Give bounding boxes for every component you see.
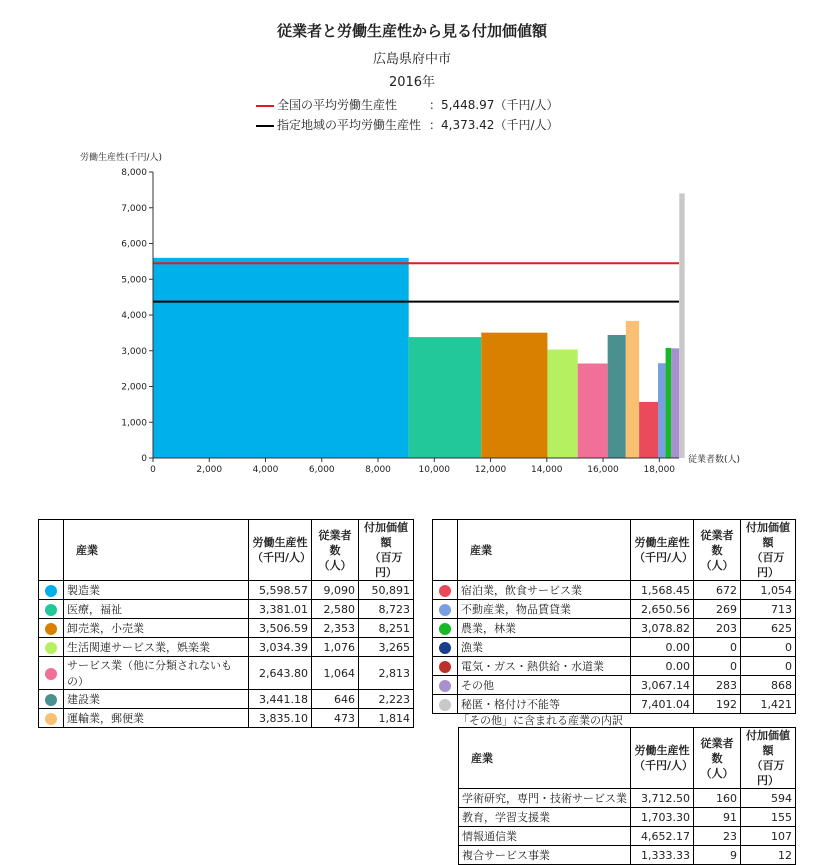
industry-name: 漁業 xyxy=(458,638,631,657)
color-header xyxy=(433,520,458,581)
industry-color-cell xyxy=(39,581,64,600)
industry-name: 不動産業，物品賃貸業 xyxy=(458,600,631,619)
industry-header: 産業 xyxy=(64,520,249,581)
table-row xyxy=(39,657,414,690)
chart-bar xyxy=(409,337,482,458)
productivity-value: 3,506.59 xyxy=(249,619,312,638)
table-row xyxy=(39,600,414,619)
chart-bar xyxy=(608,335,626,458)
value-added-value: 1,814 xyxy=(359,709,414,728)
employees-value: 0 xyxy=(694,657,741,676)
industry-name: 卸売業，小売業 xyxy=(64,619,249,638)
productivity-value: 2,643.80 xyxy=(249,657,312,690)
industry-color-cell xyxy=(39,638,64,657)
region-name: 広島県府中市 xyxy=(372,52,451,67)
productivity-value: 3,441.18 xyxy=(249,690,312,709)
table-row xyxy=(433,581,796,600)
productivity-value: 4,652.17 xyxy=(631,827,694,846)
table-row xyxy=(433,695,796,714)
color-header xyxy=(39,520,64,581)
employees-value: 192 xyxy=(694,695,741,714)
industry-name: 医療，福祉 xyxy=(64,600,249,619)
employees-value: 203 xyxy=(694,619,741,638)
regional-average-label: 指定地域の平均労働生産性 xyxy=(277,118,422,132)
y-tick-label: 8,000 xyxy=(121,168,147,178)
industry-color-cell xyxy=(39,690,64,709)
industry-table-left xyxy=(38,519,414,728)
industry-color-dot xyxy=(439,604,451,616)
productivity-value: 3,835.10 xyxy=(249,709,312,728)
value-added-value: 8,251 xyxy=(359,619,414,638)
productivity-value: 1,333.33 xyxy=(631,846,694,865)
industry-color-dot xyxy=(439,642,451,654)
productivity-header: 労働生産性 （千円/人） xyxy=(631,728,694,789)
value-added-value: 713 xyxy=(741,600,796,619)
industry-color-cell xyxy=(433,638,458,657)
value-added-value: 625 xyxy=(741,619,796,638)
national-average-legend xyxy=(256,96,558,113)
table-row xyxy=(39,581,414,600)
industry-color-dot xyxy=(45,623,57,635)
year-label: 2016年 xyxy=(388,75,436,90)
table-row xyxy=(433,657,796,676)
productivity-header: 労働生産性 （千円/人） xyxy=(631,520,694,581)
y-tick-label: 7,000 xyxy=(121,203,147,214)
industry-color-dot xyxy=(45,713,57,725)
industry-color-dot xyxy=(45,604,57,616)
value-added-header: 付加価値額 （百万円） xyxy=(741,520,796,581)
industry-name: 秘匿・格付け不能等 xyxy=(458,695,631,714)
value-added-value: 2,813 xyxy=(359,657,414,690)
y-tick-label: 0 xyxy=(141,454,147,464)
table-row xyxy=(433,600,796,619)
industry-color-cell xyxy=(433,581,458,600)
industry-color-dot xyxy=(45,668,57,680)
value-added-value: 594 xyxy=(741,789,796,808)
chart-bar xyxy=(153,258,409,458)
x-tick-label: 0 xyxy=(150,465,156,475)
industry-color-dot xyxy=(45,585,57,597)
chart-title: 従業者と労働生産性から見る付加価値額 xyxy=(276,22,547,40)
chart-bar xyxy=(626,321,639,458)
industry-header: 産業 xyxy=(459,728,631,789)
industry-color-dot xyxy=(439,680,451,692)
industry-name: サービス業（他に分類されないもの） xyxy=(64,657,249,690)
y-tick-label: 2,000 xyxy=(121,382,147,393)
industry-name: 宿泊業，飲食サービス業 xyxy=(458,581,631,600)
table-row xyxy=(459,789,796,808)
industry-color-cell xyxy=(433,657,458,676)
productivity-value: 7,401.04 xyxy=(631,695,694,714)
industry-color-cell xyxy=(433,676,458,695)
value-added-value: 1,054 xyxy=(741,581,796,600)
x-tick-label: 10,000 xyxy=(418,465,451,475)
employees-value: 91 xyxy=(694,808,741,827)
y-tick-label: 3,000 xyxy=(121,346,147,357)
industry-color-cell xyxy=(39,657,64,690)
x-tick-label: 14,000 xyxy=(531,465,563,475)
value-added-value: 2,223 xyxy=(359,690,414,709)
national-average-value: ：5,448.97（千円/人） xyxy=(429,98,559,112)
industry-color-dot xyxy=(439,585,451,597)
industry-name: 教育，学習支援業 xyxy=(459,808,631,827)
industry-name: 製造業 xyxy=(64,581,249,600)
industry-name: 情報通信業 xyxy=(459,827,631,846)
y-tick-label: 1,000 xyxy=(121,418,147,429)
employees-value: 1,076 xyxy=(312,638,359,657)
chart-bar xyxy=(481,333,547,458)
table-row xyxy=(433,619,796,638)
value-added-value: 0 xyxy=(741,657,796,676)
value-added-header: 付加価値額 （百万円） xyxy=(741,728,796,789)
industry-color-cell xyxy=(433,695,458,714)
value-added-value: 107 xyxy=(741,827,796,846)
table-row xyxy=(433,676,796,695)
value-added-value: 155 xyxy=(741,808,796,827)
industry-color-dot xyxy=(439,699,451,711)
x-tick-label: 2,000 xyxy=(196,465,223,475)
industry-color-cell xyxy=(433,619,458,638)
employees-value: 283 xyxy=(694,676,741,695)
industry-color-cell xyxy=(39,619,64,638)
industry-color-cell xyxy=(39,600,64,619)
industry-name: 生活関連サービス業，娯楽業 xyxy=(64,638,249,657)
productivity-value: 1,568.45 xyxy=(631,581,694,600)
productivity-value: 5,598.57 xyxy=(249,581,312,600)
chart-bar xyxy=(578,363,608,458)
employees-value: 23 xyxy=(694,827,741,846)
black-line-swatch xyxy=(256,125,274,127)
x-tick-label: 12,000 xyxy=(474,465,507,475)
regional-average-value: ：4,373.42（千円/人） xyxy=(429,118,559,132)
y-axis-label: 労働生産性(千円/人) xyxy=(80,153,163,163)
employees-value: 2,353 xyxy=(312,619,359,638)
table-row xyxy=(459,808,796,827)
value-added-value: 868 xyxy=(741,676,796,695)
value-added-header: 付加価値額 （百万円） xyxy=(359,520,414,581)
table-row xyxy=(39,709,414,728)
chart-bar xyxy=(671,348,679,458)
employees-header: 従業者数 （人） xyxy=(694,728,741,789)
table-row xyxy=(39,638,414,657)
employees-value: 160 xyxy=(694,789,741,808)
chart-bar xyxy=(658,363,666,458)
productivity-value: 1,703.30 xyxy=(631,808,694,827)
table-row xyxy=(39,619,414,638)
productivity-value: 3,078.82 xyxy=(631,619,694,638)
value-added-value: 1,421 xyxy=(741,695,796,714)
value-added-value: 8,723 xyxy=(359,600,414,619)
employees-header: 従業者数 （人） xyxy=(694,520,741,581)
productivity-value: 2,650.56 xyxy=(631,600,694,619)
chart-bar xyxy=(666,348,672,458)
industry-color-dot xyxy=(439,661,451,673)
industry-color-cell xyxy=(39,709,64,728)
industry-name: 農業，林業 xyxy=(458,619,631,638)
value-added-value: 3,265 xyxy=(359,638,414,657)
value-added-value: 12 xyxy=(741,846,796,865)
productivity-value: 3,067.14 xyxy=(631,676,694,695)
industry-name: 複合サービス事業 xyxy=(459,846,631,865)
table-row xyxy=(433,638,796,657)
employees-value: 9,090 xyxy=(312,581,359,600)
employees-header: 従業者数 （人） xyxy=(312,520,359,581)
y-tick-label: 4,000 xyxy=(121,311,147,321)
industry-color-dot xyxy=(45,642,57,654)
x-tick-label: 4,000 xyxy=(252,465,279,475)
industry-name: 電気・ガス・熱供給・水道業 xyxy=(458,657,631,676)
y-tick-label: 6,000 xyxy=(121,239,147,250)
industry-color-dot xyxy=(45,694,57,706)
employees-value: 2,580 xyxy=(312,600,359,619)
value-added-value: 50,891 xyxy=(359,581,414,600)
industry-header: 産業 xyxy=(458,520,631,581)
productivity-value: 3,381.01 xyxy=(249,600,312,619)
employees-value: 473 xyxy=(312,709,359,728)
productivity-header: 労働生産性 （千円/人） xyxy=(249,520,312,581)
productivity-value: 3,712.50 xyxy=(631,789,694,808)
chart-bar xyxy=(679,193,684,458)
national-average-label: 全国の平均労働生産性 xyxy=(277,98,398,112)
other-breakdown-caption: 「その他」に含まれる産業の内訳 xyxy=(458,714,623,727)
employees-value: 1,064 xyxy=(312,657,359,690)
chart-bar xyxy=(547,350,577,458)
industry-name: 学術研究，専門・技術サービス業 xyxy=(459,789,631,808)
industry-name: 建設業 xyxy=(64,690,249,709)
red-line-swatch xyxy=(256,105,274,107)
x-tick-label: 16,000 xyxy=(587,465,619,475)
industry-color-dot xyxy=(439,623,451,635)
table-row xyxy=(459,846,796,865)
productivity-value: 0.00 xyxy=(631,638,694,657)
other-breakdown-table xyxy=(458,727,796,865)
regional-average-legend xyxy=(256,116,558,133)
industry-table-right xyxy=(432,519,796,714)
industry-name: その他 xyxy=(458,676,631,695)
employees-value: 672 xyxy=(694,581,741,600)
x-tick-label: 6,000 xyxy=(308,465,335,475)
industry-color-cell xyxy=(433,600,458,619)
industry-name: 運輸業，郵便業 xyxy=(64,709,249,728)
productivity-chart xyxy=(0,140,824,480)
employees-value: 646 xyxy=(312,690,359,709)
x-tick-label: 8,000 xyxy=(365,465,391,475)
productivity-value: 0.00 xyxy=(631,657,694,676)
x-axis-label: 従業者数(人) xyxy=(688,455,741,465)
employees-value: 9 xyxy=(694,846,741,865)
table-row xyxy=(39,690,414,709)
chart-bar xyxy=(639,402,658,458)
employees-value: 269 xyxy=(694,600,741,619)
employees-value: 0 xyxy=(694,638,741,657)
x-tick-label: 18,000 xyxy=(643,465,676,475)
y-tick-label: 5,000 xyxy=(121,275,147,286)
value-added-value: 0 xyxy=(741,638,796,657)
productivity-value: 3,034.39 xyxy=(249,638,312,657)
